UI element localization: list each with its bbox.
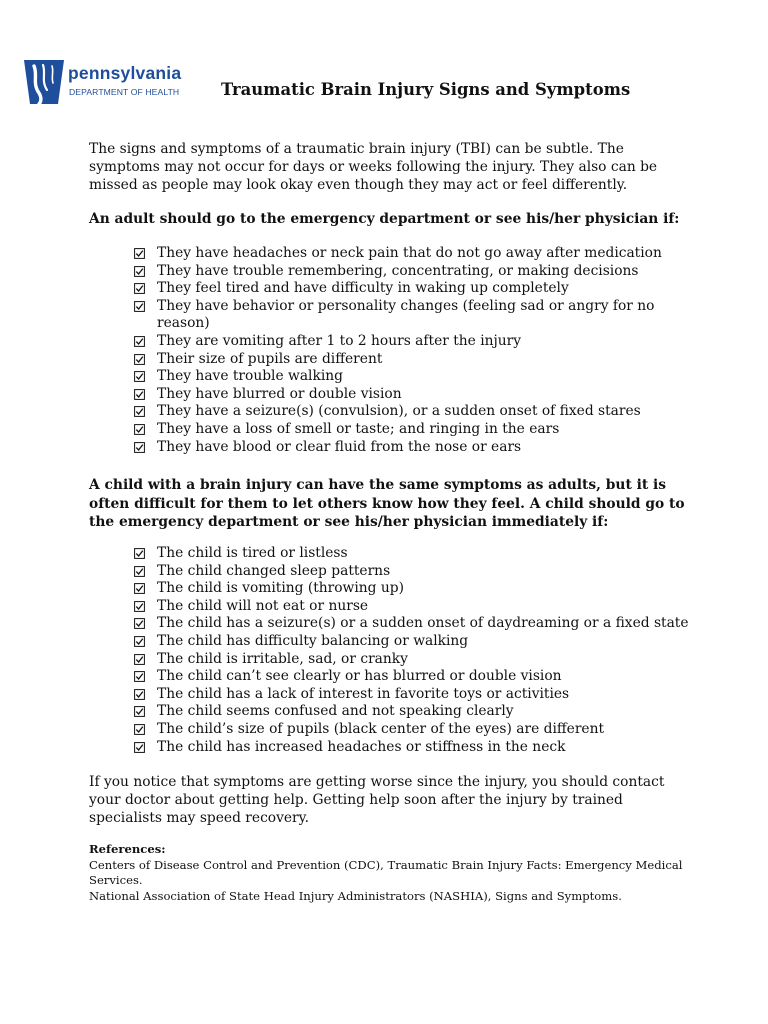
- checkbox-checked-icon: [134, 248, 145, 259]
- symptom-text: The child has increased headaches or stiffness in the neck: [157, 738, 566, 755]
- symptom-text: The child will not eat or nurse: [157, 597, 369, 614]
- logo-department: DEPARTMENT OF HEALTH: [69, 87, 180, 97]
- checkbox-checked-icon: [134, 266, 145, 277]
- symptom-text: The child has a seizure(s) or a sudden onset of daydreaming or a fixed state: [157, 615, 689, 632]
- pa-health-logo: [22, 57, 202, 107]
- checkbox-checked-icon: [134, 424, 145, 435]
- symptom-text: The child seems confused and not speaking clearly: [157, 703, 514, 720]
- symptom-list-item: [134, 686, 694, 704]
- symptom-list-item: [134, 245, 694, 263]
- symptom-list-item: [134, 439, 694, 457]
- symptom-list-item: [134, 703, 694, 721]
- symptom-list-item: [134, 368, 694, 386]
- checkbox-checked-icon: [134, 601, 145, 612]
- symptom-text: They have trouble walking: [157, 368, 343, 385]
- symptom-text: The child is tired or listless: [157, 545, 348, 561]
- symptom-text: They have behavior or personality changes (feeling sad or angry for no reason): [157, 297, 655, 332]
- symptom-list-item: [134, 615, 694, 633]
- symptom-list-item: [134, 263, 694, 281]
- closing-paragraph: If you notice that symptoms are getting worse since the injury, you should contact your doctor about getting help. Getting help soon after the injury by trained specialists may speed recovery.: [89, 774, 665, 826]
- checkbox-checked-icon: [134, 618, 145, 629]
- symptom-text: They have trouble remembering, concentrating, or making decisions: [157, 262, 639, 279]
- checkbox-checked-icon: [134, 583, 145, 594]
- symptom-text: The child is irritable, sad, or cranky: [157, 650, 408, 667]
- checkbox-checked-icon: [134, 706, 145, 717]
- child-heading: A child with a brain injury can have the same symptoms as adults, but it is often difficult for them to let others know how they feel. A child should go to the emergency department or see his/her physician immediately if:: [89, 477, 685, 530]
- checkbox-checked-icon: [134, 283, 145, 294]
- symptom-list-item: [134, 633, 694, 651]
- symptom-text: They have blurred or double vision: [157, 385, 402, 402]
- checkbox-checked-icon: [134, 689, 145, 700]
- checkbox-checked-icon: [134, 406, 145, 417]
- keystone-icon: [22, 57, 66, 107]
- reference-item: Centers of Disease Control and Prevention (CDC), Traumatic Brain Injury Facts: Emergency Medical Services.: [89, 857, 683, 888]
- symptom-text: The child can’t see clearly or has blurred or double vision: [157, 668, 562, 685]
- symptom-list-item: [134, 403, 694, 421]
- references-section: [89, 842, 709, 904]
- symptom-text: Their size of pupils are different: [157, 350, 383, 367]
- checkbox-checked-icon: [134, 724, 145, 735]
- symptom-text: They have a seizure(s) (convulsion), or a sudden onset of fixed stares: [157, 403, 641, 420]
- symptom-text: They are vomiting after 1 to 2 hours after the injury: [157, 332, 522, 349]
- symptom-text: The child has difficulty balancing or walking: [157, 632, 469, 649]
- symptom-text: The child is vomiting (throwing up): [157, 580, 404, 597]
- symptom-list-item: [134, 298, 694, 333]
- symptom-list-item: [134, 668, 694, 686]
- symptom-list-item: [134, 351, 694, 369]
- logo-wordmark: pennsylvania: [68, 63, 182, 83]
- symptom-text: The child’s size of pupils (black center of the eyes) are different: [157, 720, 605, 737]
- checkbox-checked-icon: [134, 301, 145, 312]
- symptom-text: They have blood or clear fluid from the nose or ears: [157, 438, 522, 455]
- symptom-list-item: [134, 545, 694, 563]
- child-symptom-list: [134, 545, 694, 756]
- checkbox-checked-icon: [134, 354, 145, 365]
- checkbox-checked-icon: [134, 389, 145, 400]
- symptom-list-item: [134, 563, 694, 581]
- adult-symptom-list: [134, 245, 694, 456]
- checkbox-checked-icon: [134, 548, 145, 559]
- intro-paragraph: The signs and symptoms of a traumatic brain injury (TBI) can be subtle. The symptoms may not occur for days or weeks following the injury. They also can be missed as people may look okay even though they may act or feel differently.: [89, 141, 658, 193]
- reference-item: National Association of State Head Injury Administrators (NASHIA), Signs and Symptoms.: [89, 888, 622, 903]
- symptom-list-item: [134, 598, 694, 616]
- symptom-text: They have headaches or neck pain that do not go away after medication: [157, 245, 662, 261]
- symptom-list-item: [134, 421, 694, 439]
- symptom-text: They feel tired and have difficulty in waking up completely: [157, 280, 569, 297]
- symptom-text: They have a loss of smell or taste; and ringing in the ears: [157, 420, 560, 437]
- checkbox-checked-icon: [134, 336, 145, 347]
- adult-heading: An adult should go to the emergency department or see his/her physician if:: [89, 211, 680, 227]
- page-title: Traumatic Brain Injury Signs and Symptoms: [221, 80, 631, 99]
- symptom-list-item: [134, 280, 694, 298]
- checkbox-checked-icon: [134, 742, 145, 753]
- checkbox-checked-icon: [134, 442, 145, 453]
- checkbox-checked-icon: [134, 636, 145, 647]
- symptom-text: The child changed sleep patterns: [157, 562, 391, 579]
- symptom-list-item: [134, 739, 694, 757]
- checkbox-checked-icon: [134, 654, 145, 665]
- symptom-list-item: [134, 721, 694, 739]
- symptom-list-item: [134, 333, 694, 351]
- symptom-list-item: [134, 386, 694, 404]
- checkbox-checked-icon: [134, 371, 145, 382]
- symptom-list-item: [134, 651, 694, 669]
- checkbox-checked-icon: [134, 566, 145, 577]
- checkbox-checked-icon: [134, 671, 145, 682]
- symptom-list-item: [134, 580, 694, 598]
- references-label: References:: [89, 842, 166, 856]
- symptom-text: The child has a lack of interest in favorite toys or activities: [157, 685, 570, 702]
